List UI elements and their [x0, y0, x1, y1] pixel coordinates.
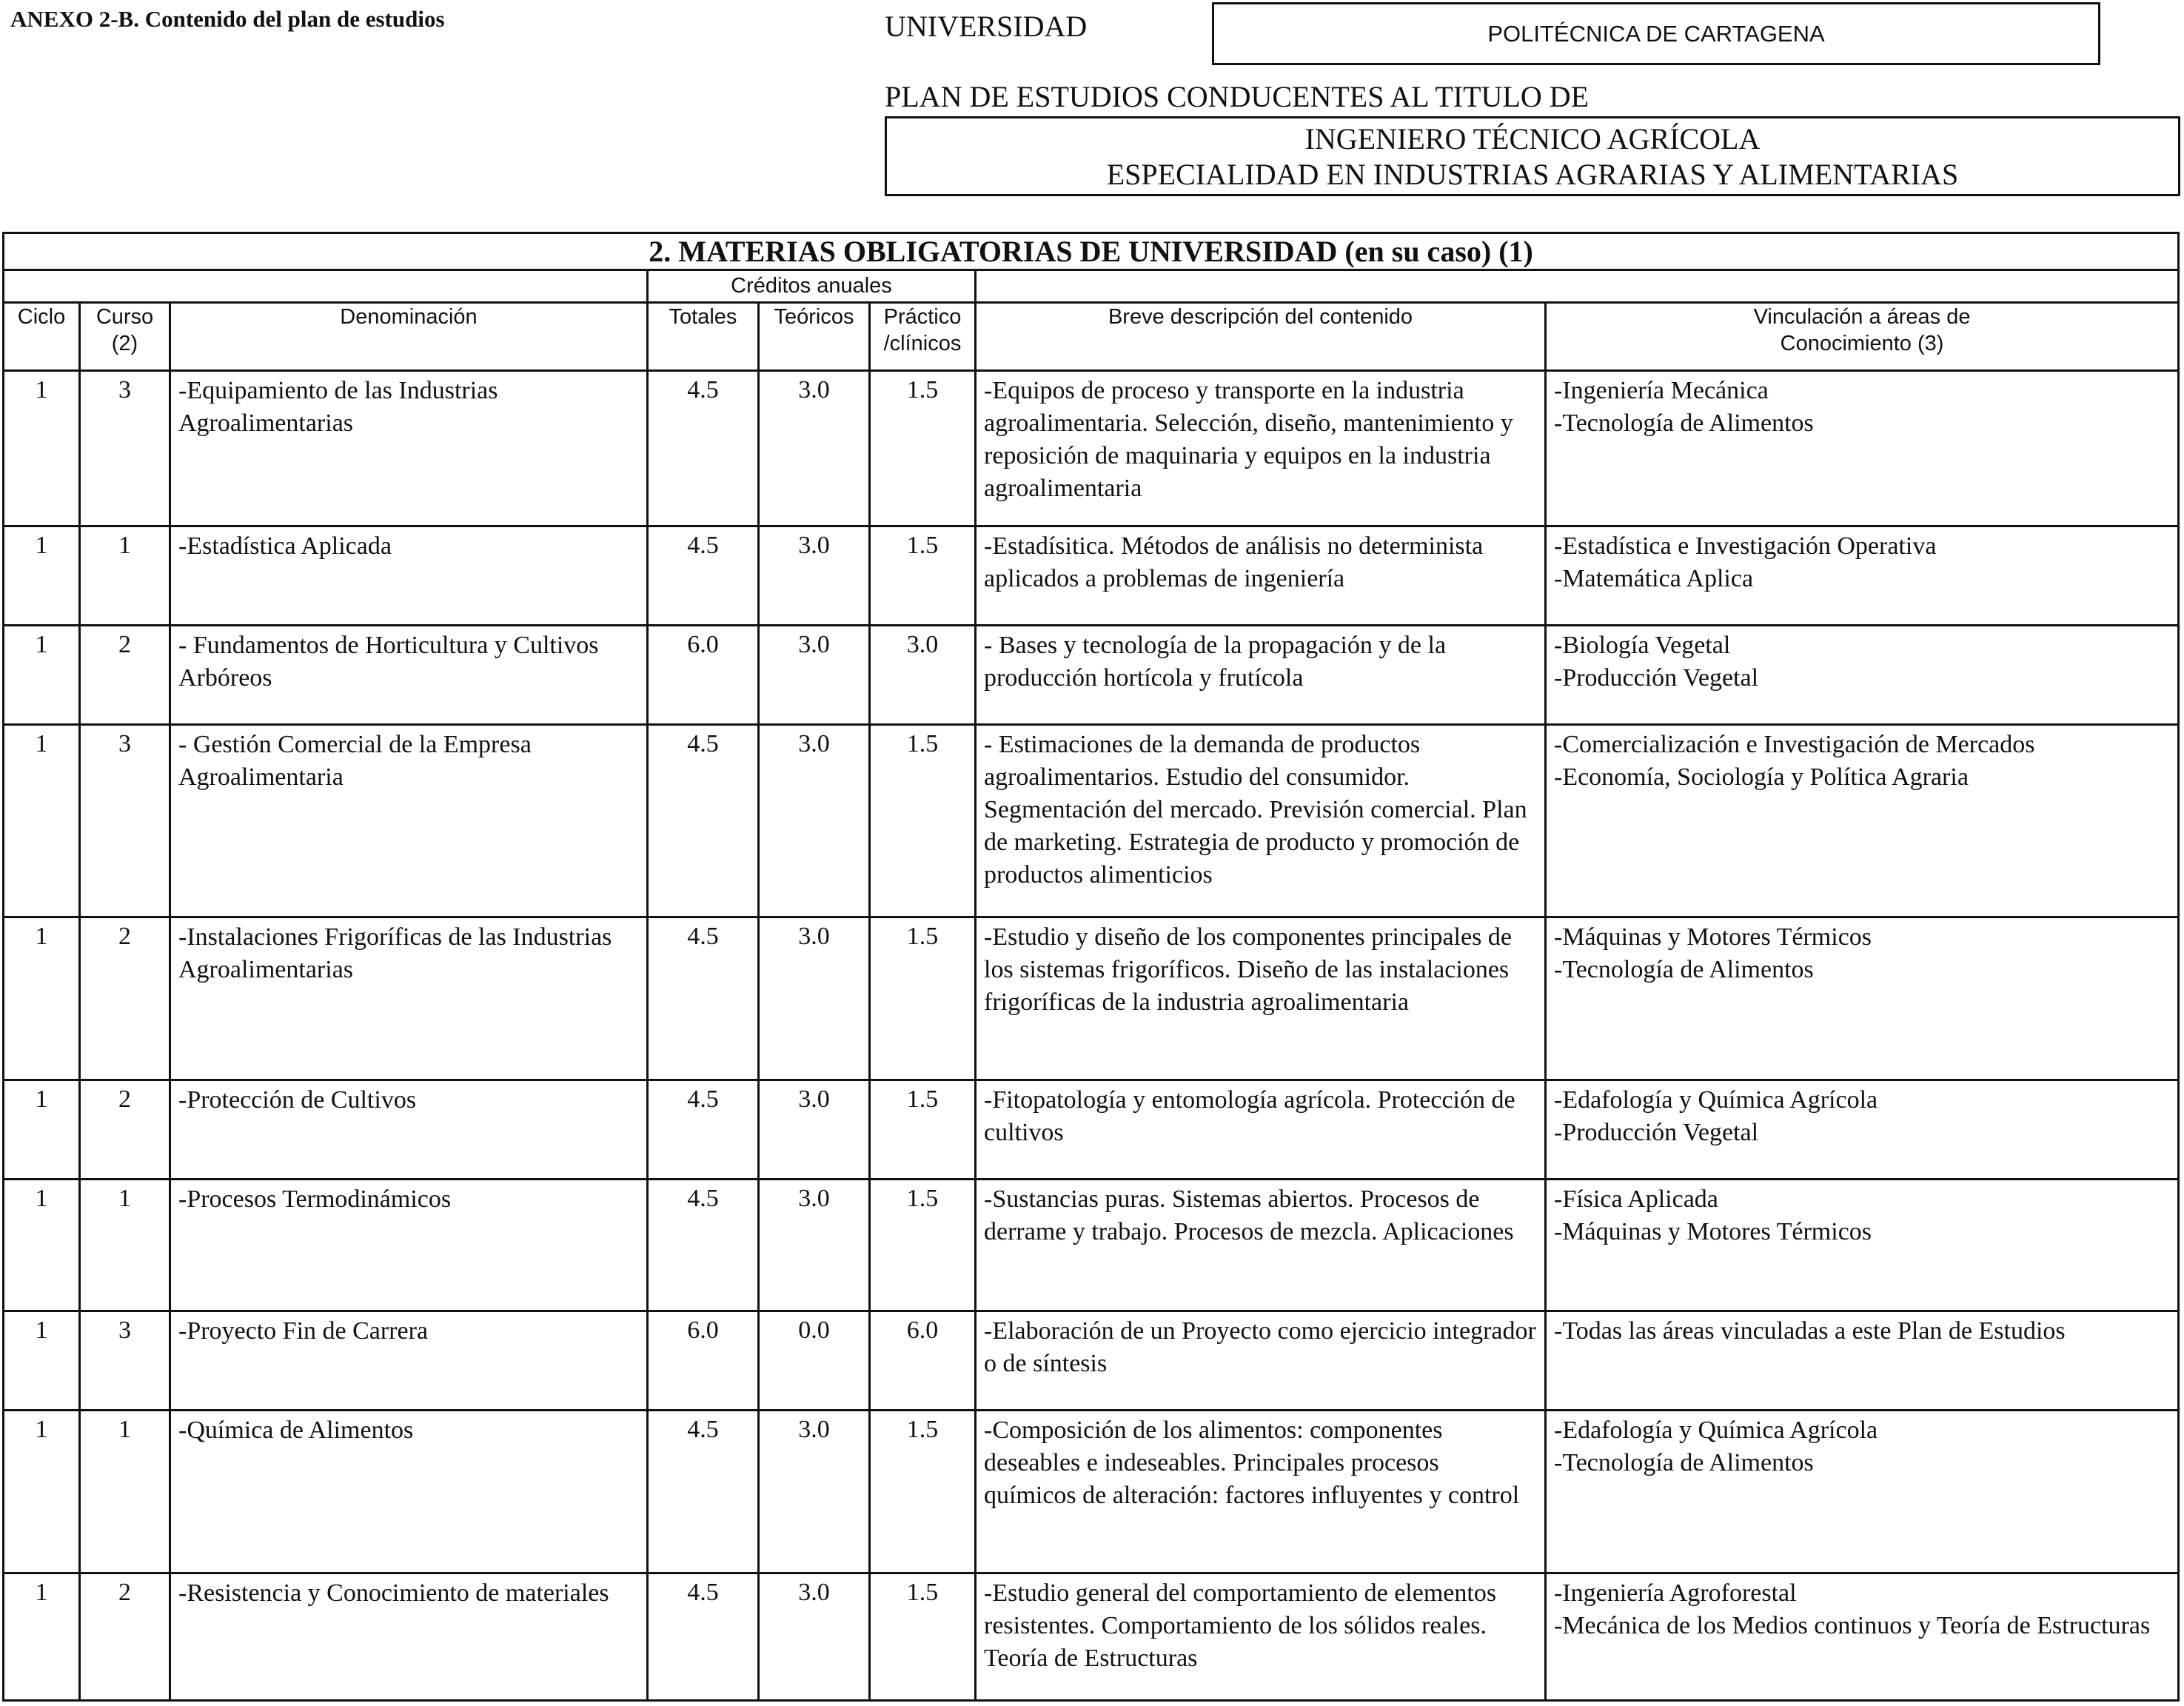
column-header-row: [4, 303, 2179, 371]
empty-header-cell: [4, 270, 648, 303]
col-curso-label: Curso: [96, 305, 154, 329]
table-row: [4, 917, 2179, 1080]
col-practico: [870, 303, 976, 371]
cell-descripcion: - Bases y tecnología de la propagación y de la producción hortícola y frutícola: [976, 626, 1546, 725]
cell-ciclo: 1: [4, 1573, 80, 1701]
cell-denominacion: -Estadística Aplicada: [170, 526, 648, 626]
col-descripcion: Breve descripción del contenido: [976, 303, 1546, 371]
cell-teoricos: 3.0: [759, 917, 870, 1080]
cell-teoricos: 3.0: [759, 371, 870, 526]
cell-totales: 4.5: [648, 1180, 759, 1311]
cell-practicos: 3.0: [870, 626, 976, 725]
table-row: [4, 1311, 2179, 1411]
university-name: POLITÉCNICA DE CARTAGENA: [1487, 20, 1825, 47]
cell-curso: 3: [80, 725, 170, 917]
cell-areas: [1546, 526, 2179, 626]
cell-practicos: 1.5: [870, 371, 976, 526]
cell-totales: 4.5: [648, 917, 759, 1080]
cell-curso: 3: [80, 1311, 170, 1411]
area-item: -Física Aplicada: [1554, 1185, 1718, 1213]
area-item: -Máquinas y Motores Térmicos: [1554, 1218, 1872, 1245]
table-row: [4, 1573, 2179, 1701]
area-item: -Mecánica de los Medios continuos y Teoría de Estructuras: [1554, 1612, 2151, 1639]
col-curso-note: (2): [111, 332, 138, 355]
cell-ciclo: 1: [4, 1311, 80, 1411]
col-curso: [80, 303, 170, 371]
cell-totales: 6.0: [648, 1311, 759, 1411]
table-row: [4, 371, 2179, 526]
area-item: -Tecnología de Alimentos: [1554, 409, 1814, 437]
cell-practicos: 1.5: [870, 1573, 976, 1701]
cell-totales: 4.5: [648, 725, 759, 917]
cell-areas: [1546, 1180, 2179, 1311]
area-item: -Ingeniería Agroforestal: [1554, 1579, 1797, 1607]
cell-areas: [1546, 371, 2179, 526]
annex-title: ANEXO 2-B. Contenido del plan de estudios: [10, 6, 445, 32]
cell-descripcion: -Composición de los alimentos: componentes deseables e indeseables. Principales procesos químicos de alteración: factores influyentes y control: [976, 1411, 1546, 1573]
cell-practicos: 1.5: [870, 1080, 976, 1180]
area-item: -Todas las áreas vinculadas a este Plan de Estudios: [1554, 1317, 2066, 1345]
cell-descripcion: - Estimaciones de la demanda de productos agroalimentarios. Estudio del consumidor. Segmentación del mercado. Previsión comercial. Plan de marketing. Estrategia de producto y promoción de productos alimenticios: [976, 725, 1546, 917]
empty-header-cell: [976, 270, 2179, 303]
table-row: [4, 1080, 2179, 1180]
cell-denominacion: -Equipamiento de las Industrias Agroalimentarias: [170, 371, 648, 526]
cell-curso: 1: [80, 526, 170, 626]
table-row: [4, 526, 2179, 626]
cell-denominacion: -Protección de Cultivos: [170, 1080, 648, 1180]
cell-practicos: 1.5: [870, 1180, 976, 1311]
cell-areas: [1546, 917, 2179, 1080]
cell-areas: [1546, 1311, 2179, 1411]
plan-label: PLAN DE ESTUDIOS CONDUCENTES AL TITULO DE: [885, 80, 1590, 113]
cell-ciclo: 1: [4, 1411, 80, 1573]
cell-ciclo: 1: [4, 1180, 80, 1311]
cell-ciclo: 1: [4, 725, 80, 917]
area-item: -Edafología y Química Agrícola: [1554, 1416, 1878, 1444]
cell-denominacion: -Instalaciones Frigoríficas de las Industrias Agroalimentarias: [170, 917, 648, 1080]
cell-descripcion: -Elaboración de un Proyecto como ejercicio integrador o de síntesis: [976, 1311, 1546, 1411]
cell-areas: [1546, 725, 2179, 917]
cell-curso: 2: [80, 1080, 170, 1180]
cell-ciclo: 1: [4, 371, 80, 526]
cell-curso: 1: [80, 1411, 170, 1573]
col-practico-sub: /clínicos: [883, 332, 962, 355]
cell-practicos: 1.5: [870, 725, 976, 917]
cell-ciclo: 1: [4, 917, 80, 1080]
cell-curso: 2: [80, 1573, 170, 1701]
cell-practicos: 1.5: [870, 526, 976, 626]
col-ciclo: Ciclo: [4, 303, 80, 371]
cell-practicos: 1.5: [870, 917, 976, 1080]
university-name-box: [1212, 2, 2100, 65]
area-item: -Estadística e Investigación Operativa: [1554, 532, 1937, 560]
cell-teoricos: 3.0: [759, 1573, 870, 1701]
area-item: -Producción Vegetal: [1554, 1119, 1759, 1146]
cell-curso: 2: [80, 917, 170, 1080]
area-item: -Tecnología de Alimentos: [1554, 1449, 1814, 1476]
cell-denominacion: - Gestión Comercial de la Empresa Agroalimentaria: [170, 725, 648, 917]
table-row: [4, 725, 2179, 917]
cell-practicos: 6.0: [870, 1311, 976, 1411]
cell-curso: 3: [80, 371, 170, 526]
area-item: -Biología Vegetal: [1554, 632, 1731, 659]
cell-totales: 4.5: [648, 371, 759, 526]
table-row: [4, 1411, 2179, 1573]
cell-teoricos: 3.0: [759, 626, 870, 725]
cell-descripcion: -Estudio general del comportamiento de elementos resistentes. Comportamiento de los sólidos reales. Teoría de Estructuras: [976, 1573, 1546, 1701]
col-vinculacion-sub: Conocimiento (3): [1780, 332, 1944, 355]
degree-title-box: [885, 116, 2180, 196]
cell-curso: 2: [80, 626, 170, 725]
area-item: -Edafología y Química Agrícola: [1554, 1086, 1878, 1114]
area-item: -Máquinas y Motores Térmicos: [1554, 923, 1872, 951]
col-teoricos: Teóricos: [759, 303, 870, 371]
col-vinculacion-label: Vinculación a áreas de: [1753, 305, 1971, 329]
cell-ciclo: 1: [4, 626, 80, 725]
area-item: -Producción Vegetal: [1554, 664, 1759, 692]
cell-totales: 4.5: [648, 526, 759, 626]
section-title: 2. MATERIAS OBLIGATORIAS DE UNIVERSIDAD (en su caso) (1): [4, 233, 2179, 270]
cell-totales: 4.5: [648, 1573, 759, 1701]
cell-teoricos: 0.0: [759, 1311, 870, 1411]
cell-areas: [1546, 1411, 2179, 1573]
cell-totales: 6.0: [648, 626, 759, 725]
area-item: -Ingeniería Mecánica: [1554, 377, 1769, 404]
subjects-table: [2, 232, 2180, 1702]
area-item: -Comercialización e Investigación de Mercados: [1554, 731, 2035, 758]
col-totales: Totales: [648, 303, 759, 371]
cell-denominacion: -Proyecto Fin de Carrera: [170, 1311, 648, 1411]
area-item: -Tecnología de Alimentos: [1554, 956, 1814, 983]
cell-totales: 4.5: [648, 1411, 759, 1573]
table-row: [4, 1180, 2179, 1311]
cell-ciclo: 1: [4, 526, 80, 626]
cell-teoricos: 3.0: [759, 526, 870, 626]
cell-descripcion: -Estadísitica. Métodos de análisis no determinista aplicados a problemas de ingeniería: [976, 526, 1546, 626]
area-item: -Economía, Sociología y Política Agraria: [1554, 763, 1969, 791]
cell-teoricos: 3.0: [759, 725, 870, 917]
university-label: UNIVERSIDAD: [885, 10, 1088, 43]
credits-group-header: Créditos anuales: [648, 270, 976, 303]
cell-denominacion: -Química de Alimentos: [170, 1411, 648, 1573]
cell-ciclo: 1: [4, 1080, 80, 1180]
cell-denominacion: -Resistencia y Conocimiento de materiales: [170, 1573, 648, 1701]
degree-line-1: INGENIERO TÉCNICO AGRÍCOLA: [1304, 122, 1761, 155]
cell-curso: 1: [80, 1180, 170, 1311]
cell-teoricos: 3.0: [759, 1180, 870, 1311]
cell-practicos: 1.5: [870, 1411, 976, 1573]
area-item: -Matemática Aplica: [1554, 565, 1754, 592]
cell-denominacion: -Procesos Termodinámicos: [170, 1180, 648, 1311]
col-denominacion: Denominación: [170, 303, 648, 371]
cell-descripcion: -Equipos de proceso y transporte en la industria agroalimentaria. Selección, diseño, mantenimiento y reposición de maquinaria y equipos en la industria agroalimentaria: [976, 371, 1546, 526]
cell-descripcion: -Estudio y diseño de los componentes principales de los sistemas frigoríficos. Diseño de las instalaciones frigoríficas de la industria agroalimentaria: [976, 917, 1546, 1080]
cell-descripcion: -Fitopatología y entomología agrícola. Protección de cultivos: [976, 1080, 1546, 1180]
degree-line-2: ESPECIALIDAD EN INDUSTRIAS AGRARIAS Y ALIMENTARIAS: [1106, 158, 1959, 191]
cell-totales: 4.5: [648, 1080, 759, 1180]
col-practico-label: Práctico: [883, 305, 962, 329]
table-row: [4, 626, 2179, 725]
cell-areas: [1546, 1573, 2179, 1701]
cell-descripcion: -Sustancias puras. Sistemas abiertos. Procesos de derrame y trabajo. Procesos de mezcla. Aplicaciones: [976, 1180, 1546, 1311]
cell-areas: [1546, 1080, 2179, 1180]
cell-areas: [1546, 626, 2179, 725]
cell-denominacion: - Fundamentos de Horticultura y Cultivos Arbóreos: [170, 626, 648, 725]
cell-teoricos: 3.0: [759, 1080, 870, 1180]
cell-teoricos: 3.0: [759, 1411, 870, 1573]
col-vinculacion: [1546, 303, 2179, 371]
